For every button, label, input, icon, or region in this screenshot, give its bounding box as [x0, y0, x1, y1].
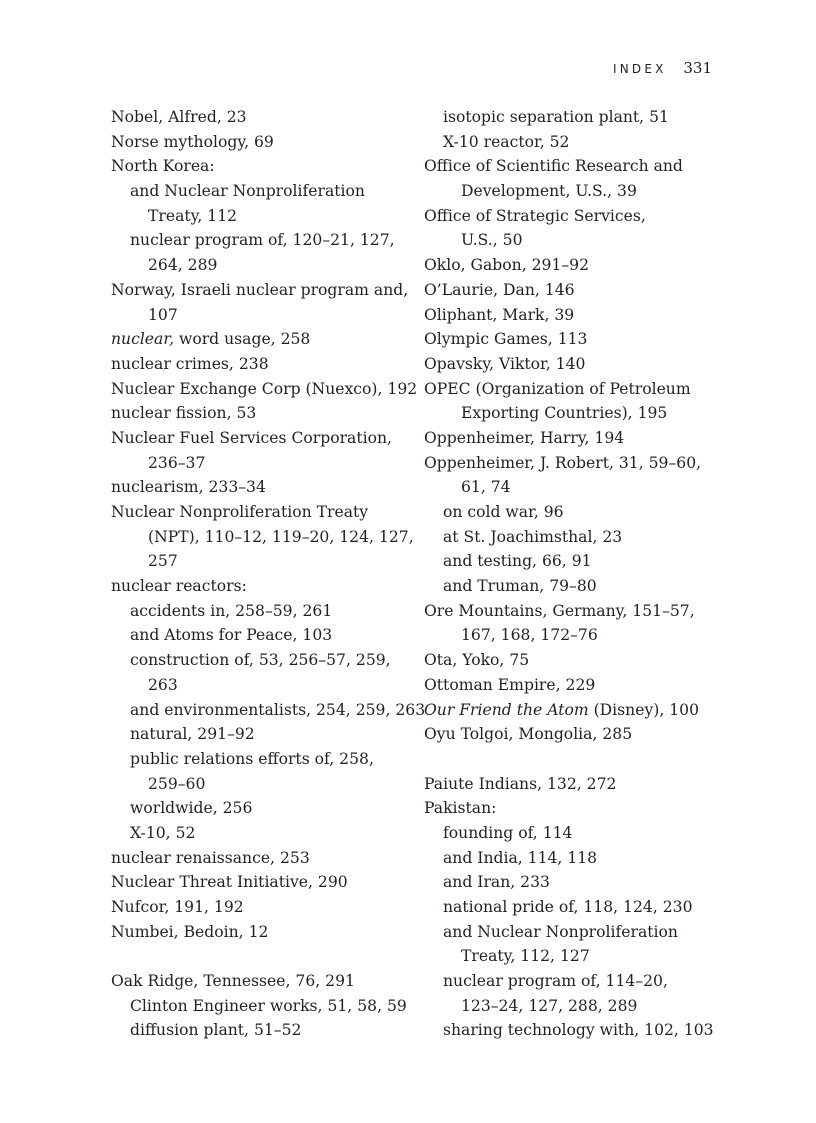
index-entry-continuation — [424, 401, 724, 426]
index-subentry — [424, 549, 724, 574]
index-subentry — [424, 870, 724, 895]
entry-text: at St. Joachimsthal, 23 — [443, 527, 623, 546]
entry-text: Oyu Tolgoi, Mongolia, 285 — [424, 725, 633, 744]
entry-text: and Atoms for Peace, 103 — [130, 626, 333, 645]
entry-text: isotopic separation plant, 51 — [443, 108, 669, 126]
index-entry — [424, 599, 724, 624]
index-subentry — [111, 796, 411, 821]
italic-title-text: Our Friend the Atom — [424, 700, 589, 719]
index-subentry — [424, 105, 724, 130]
entry-text: and Nuclear Nonproliferation — [443, 922, 678, 941]
index-entry — [424, 426, 724, 451]
index-subentry — [424, 895, 724, 920]
index-entry — [424, 303, 724, 328]
index-entry — [111, 105, 411, 130]
italic-title-text: nuclear, — [111, 330, 175, 349]
index-column-left — [111, 105, 426, 1043]
entry-text: national pride of, 118, 124, 230 — [443, 898, 693, 916]
entry-text: OPEC (Organization of Petroleum — [424, 379, 691, 398]
entry-text: 236–37 — [148, 453, 206, 472]
entry-text: and Iran, 233 — [443, 873, 550, 892]
index-subentry — [111, 747, 411, 772]
index-subentry — [424, 500, 724, 525]
entry-text: 264, 289 — [148, 256, 218, 275]
letter-group-gap — [111, 944, 411, 969]
entry-text: Oppenheimer, Harry, 194 — [424, 428, 625, 447]
entry-text: Nobel, Alfred, 23 — [111, 108, 247, 126]
index-subentry — [111, 599, 411, 624]
entry-text: Treaty, 112 — [148, 206, 238, 225]
index-subentry — [111, 821, 411, 846]
entry-text: diffusion plant, 51–52 — [130, 1021, 302, 1040]
entry-text: Ota, Yoko, 75 — [424, 651, 530, 670]
index-subentry — [424, 846, 724, 871]
index-entry — [111, 870, 411, 895]
index-subentry — [424, 969, 724, 994]
entry-text: Oliphant, Mark, 39 — [424, 305, 575, 324]
index-subentry — [111, 228, 411, 253]
index-entry — [424, 722, 724, 747]
running-header — [613, 58, 712, 79]
index-subentry — [111, 994, 411, 1019]
index-entry-continuation — [111, 772, 411, 797]
index-entry-continuation — [111, 525, 414, 550]
index-entry — [424, 377, 724, 402]
entry-text: construction of, 53, 256–57, 259, — [130, 651, 391, 670]
entry-text: and testing, 66, 91 — [443, 552, 592, 571]
entry-text: Clinton Engineer works, 51, 58, 59 — [130, 996, 407, 1015]
index-entry — [111, 969, 411, 994]
index-subentry — [424, 821, 724, 846]
entry-text: and Nuclear Nonproliferation — [130, 182, 365, 201]
index-entry-continuation — [111, 253, 411, 278]
entry-text: sharing technology with, 102, 103 — [443, 1021, 714, 1040]
entry-text: nuclearism, 233–34 — [111, 478, 266, 497]
entry-text: Paiute Indians, 132, 272 — [424, 774, 617, 793]
entry-text: (Disney), 100 — [588, 700, 700, 719]
index-column-right — [424, 105, 724, 1043]
entry-text: 61, 74 — [461, 478, 511, 497]
entry-text: founding of, 114 — [443, 823, 573, 842]
index-subentry — [111, 179, 411, 204]
entry-text: public relations efforts of, 258, — [130, 749, 374, 768]
index-entry — [111, 895, 411, 920]
entry-text: accidents in, 258–59, 261 — [130, 601, 333, 620]
index-entry-continuation — [111, 303, 411, 328]
entry-text: nuclear reactors: — [111, 577, 247, 596]
index-entry — [424, 648, 724, 673]
index-entry — [111, 377, 418, 402]
index-entry — [111, 426, 411, 451]
entry-text: 257 — [148, 552, 178, 571]
entry-text: and environmentalists, 254, 259, 263 — [130, 700, 426, 719]
index-subentry — [111, 722, 411, 747]
entry-text: Office of Scientific Research and — [424, 157, 683, 176]
index-entry — [111, 154, 411, 179]
index-entry — [111, 352, 411, 377]
index-entry — [111, 574, 411, 599]
index-subentry — [424, 130, 724, 155]
entry-text: Nuclear Nonproliferation Treaty — [111, 503, 369, 521]
index-entry-continuation — [424, 475, 724, 500]
entry-text: Nuclear Exchange Corp (Nuexco), 192 — [111, 379, 418, 398]
index-entry — [424, 673, 724, 698]
entry-text: (NPT), 110–12, 119–20, 124, 127, — [148, 527, 414, 546]
index-subentry — [424, 574, 724, 599]
index-entry — [424, 204, 724, 229]
index-subentry — [111, 1018, 411, 1043]
index-entry-continuation — [424, 623, 724, 648]
entry-text: nuclear program of, 120–21, 127, — [130, 231, 395, 250]
entry-text: and Truman, 79–80 — [443, 577, 597, 596]
index-entry — [424, 451, 724, 476]
entry-text: Ottoman Empire, 229 — [424, 675, 596, 694]
entry-text: on cold war, 96 — [443, 503, 564, 521]
entry-text: Pakistan: — [424, 799, 497, 818]
index-entry — [424, 352, 724, 377]
entry-text: Development, U.S., 39 — [461, 182, 637, 201]
index-subentry — [111, 648, 411, 673]
index-entry — [111, 327, 411, 352]
entry-text: Numbei, Bedoin, 12 — [111, 922, 269, 941]
entry-text: nuclear renaissance, 253 — [111, 848, 310, 867]
entry-text: Nuclear Fuel Services Corporation, — [111, 428, 392, 447]
index-entry — [111, 401, 411, 426]
index-subentry — [424, 920, 724, 945]
entry-text: X-10, 52 — [130, 823, 196, 842]
index-entry — [111, 475, 411, 500]
index-entry — [424, 278, 724, 303]
section-title: INDEX — [613, 62, 667, 76]
index-subentry — [424, 1018, 724, 1043]
entry-text: Nufcor, 191, 192 — [111, 898, 244, 916]
index-entry — [111, 500, 411, 525]
index-subentry — [111, 698, 426, 723]
entry-text: Ore Mountains, Germany, 151–57, — [424, 601, 695, 620]
index-entry — [111, 920, 411, 945]
entry-text: Oklo, Gabon, 291–92 — [424, 256, 590, 275]
entry-text: Exporting Countries), 195 — [461, 404, 668, 423]
entry-text: Opavsky, Viktor, 140 — [424, 354, 586, 373]
entry-text: worldwide, 256 — [130, 799, 253, 818]
entry-text: nuclear program of, 114–20, — [443, 972, 668, 991]
entry-text: 123–24, 127, 288, 289 — [461, 996, 638, 1015]
entry-text: North Korea: — [111, 157, 215, 176]
index-entry — [424, 154, 724, 179]
index-entry-continuation — [424, 944, 724, 969]
index-entry — [424, 253, 724, 278]
page-number: 331 — [683, 59, 712, 77]
entry-text: Norse mythology, 69 — [111, 132, 274, 151]
entry-text: 167, 168, 172–76 — [461, 626, 598, 645]
index-entry — [424, 698, 724, 723]
index-subentry — [424, 525, 724, 550]
entry-text: Oak Ridge, Tennessee, 76, 291 — [111, 972, 355, 991]
entry-text: X-10 reactor, 52 — [443, 132, 570, 151]
index-entry-continuation — [424, 179, 724, 204]
index-entry-continuation — [111, 204, 411, 229]
letter-group-gap — [424, 747, 724, 772]
entry-text: Treaty, 112, 127 — [461, 947, 590, 966]
index-entry-continuation — [424, 228, 724, 253]
index-entry — [424, 327, 724, 352]
entry-text: Oppenheimer, J. Robert, 31, 59–60, — [424, 453, 702, 472]
entry-text: Nuclear Threat Initiative, 290 — [111, 873, 348, 892]
index-entry — [424, 796, 724, 821]
index-subentry — [111, 623, 411, 648]
entry-text: 263 — [148, 675, 178, 694]
index-entry-continuation — [111, 451, 411, 476]
index-entry-continuation — [424, 994, 724, 1019]
entry-text: 107 — [148, 305, 178, 324]
entry-text: natural, 291–92 — [130, 725, 255, 744]
index-entry — [424, 772, 724, 797]
index-entry — [111, 130, 411, 155]
entry-text: U.S., 50 — [461, 231, 523, 250]
entry-text: Office of Strategic Services, — [424, 206, 646, 225]
entry-text: 259–60 — [148, 774, 206, 793]
index-entry-continuation — [111, 549, 411, 574]
index-entry — [111, 278, 411, 303]
index-entry — [111, 846, 411, 871]
entry-text: and India, 114, 118 — [443, 848, 598, 867]
entry-text: nuclear fission, 53 — [111, 404, 257, 423]
entry-text: Olympic Games, 113 — [424, 330, 588, 349]
entry-text: nuclear crimes, 238 — [111, 354, 269, 373]
entry-text: Norway, Israeli nuclear program and, — [111, 280, 409, 299]
entry-text: word usage, 258 — [174, 330, 311, 349]
entry-text: O’Laurie, Dan, 146 — [424, 280, 575, 299]
index-entry-continuation — [111, 673, 411, 698]
